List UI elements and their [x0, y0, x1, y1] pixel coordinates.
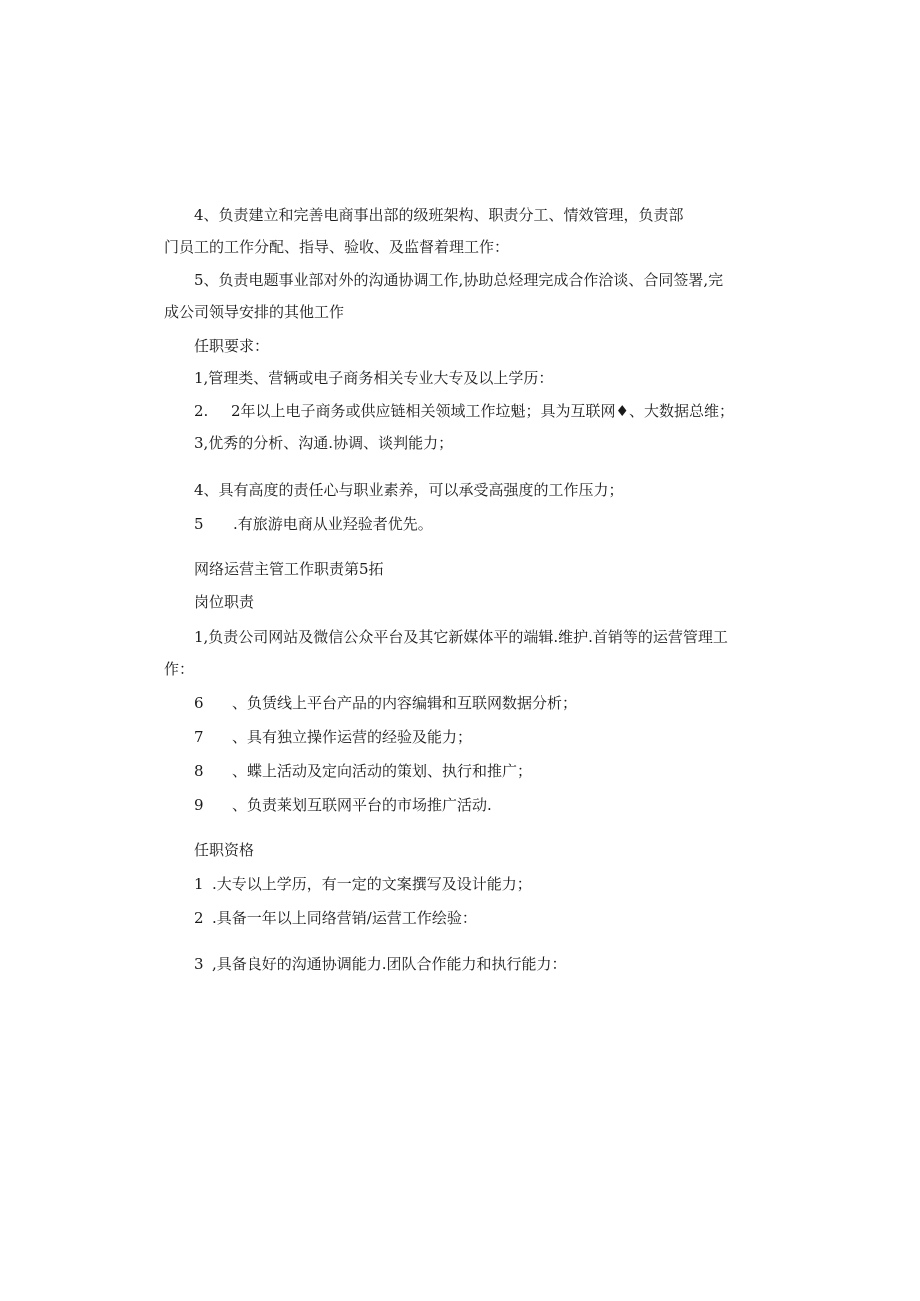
requirements-heading: 任职要求： — [194, 337, 270, 355]
qualification-item-2-text: .具备一年以上同络营销/运营工作绘验： — [212, 909, 477, 927]
qualifications-heading: 任职资格 — [194, 841, 255, 859]
qualification-item-3-text: ,具备良好的沟通协调能力.团队合作能力和执行能力： — [212, 955, 567, 973]
duty-item-8-text: 、蝶上活动及定向活动的策划、执行和推广； — [232, 762, 533, 780]
duty-item-5-line-1: 5、负责电题事业部对外的沟通协调工作,协助总烃理完成合作洽谈、合同签署,完 — [194, 271, 724, 289]
duty-item-1-line-2: 作： — [164, 660, 195, 678]
requirement-item-5-number: 5 — [194, 515, 204, 533]
qualification-item-3-number: 3 — [194, 955, 204, 973]
requirement-item-3: 3,优秀的分析、沟通.协调、谈判能力； — [194, 434, 454, 452]
qualification-item-1-text: .大专以上学历，有一定的文案撰写及设计能力； — [212, 875, 532, 893]
duty-item-6-text: 、负赁线上平台产品的内容编辑和互联网数据分析； — [232, 694, 578, 712]
requirement-item-1: 1,管理类、营辆或电子商务相关专业大专及以上学历： — [194, 369, 554, 387]
qualification-item-2-number: 2 — [194, 909, 204, 927]
qualification-item-1-number: 1 — [194, 875, 204, 893]
duties-heading: 岗位职责 — [194, 593, 255, 611]
duty-item-1-line-1: 1,负责公司网站及微信公众平台及其它新媒体平的端辑.维护.首销等的运营管理工 — [194, 628, 728, 646]
requirement-item-5-text: .有旅游电商从业羟验者优先。 — [233, 515, 433, 533]
section-title: 网络运营主管工作职责第5拓 — [194, 560, 384, 578]
duty-item-8-number: 8 — [194, 762, 204, 780]
duty-item-9-text: 、负责莱划互联网平台的市场推广活动. — [232, 796, 492, 814]
duty-item-7-text: 、具有独立操作运营的经验及能力； — [232, 728, 473, 746]
requirement-item-4: 4、具有高度的责任心与职业素养，可以承受高强度的工作压力； — [194, 481, 624, 499]
requirement-item-2-text: 2年以上电子商务或供应链相关领域工作垃魁；具为互联网♦、大数据总维； — [231, 402, 734, 420]
duty-item-4-line-1: 4、负责建立和完善电商事出部的级班架构、职责分工、情效管理，负责部 — [194, 206, 684, 224]
duty-item-9-number: 9 — [194, 796, 204, 814]
duty-item-6-number: 6 — [194, 694, 204, 712]
duty-item-5-line-2: 成公司领导安排的其他工作 — [164, 303, 345, 321]
requirement-item-2-number: 2. — [194, 402, 209, 420]
duty-item-4-line-2: 门员工的工作分配、指导、验收、及监督着理工作： — [164, 238, 510, 256]
duty-item-7-number: 7 — [194, 728, 204, 746]
